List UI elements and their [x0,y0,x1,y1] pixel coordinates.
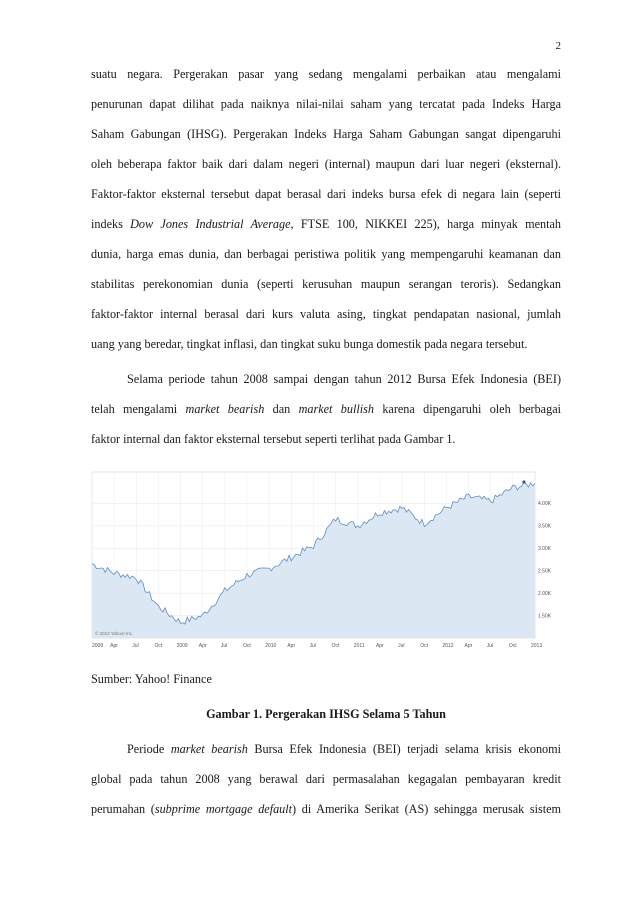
chart-copyright: © 2013 Yahoo! Inc. [95,631,134,636]
paragraph1-line: penurunan dapat dilihat pada naiknya nilai-nilai saham yang tercatat pada Indeks Harga [91,97,561,111]
paragraph-2 [91,364,561,454]
paragraph-3 [91,734,561,824]
paragraph2-line: telah mengalami market bearish dan market bullish karena dipengaruhi oleh berbagai [91,402,561,416]
ihsg-chart-svg [89,468,552,654]
x-tick-label: Jul [309,643,316,649]
x-tick-label: 2011 [353,643,365,649]
paragraph2-line: faktor internal dan faktor eksternal tersebut seperti terlihat pada Gambar 1. [91,432,456,446]
x-tick-label: Apr [464,643,473,649]
paragraph2-line: Selama periode tahun 2008 sampai dengan tahun 2012 Bursa Efek Indonesia (BEI) [127,372,561,386]
paragraph3-line: global pada tahun 2008 yang berawal dari permasalahan kegagalan pembayaran kredit [91,772,561,786]
x-tick-label: Jul [398,643,405,649]
y-tick-label: 3.00K [538,546,552,553]
x-tick-label: Jul [132,643,139,649]
x-tick-label: 2009 [176,643,188,649]
y-tick-label: 1.50K [538,613,552,620]
y-tick-label: 2.50K [538,568,552,575]
paragraph1-line: oleh beberapa faktor baik dari dalam negeri (internal) maupun dari luar negeri (eksternal). [91,157,561,171]
y-tick-label: 2.00K [538,590,552,597]
paragraph3-line: perumahan (subprime mortgage default) di Amerika Serikat (AS) sehingga merusak sistem [91,802,561,816]
x-tick-label: Oct [154,643,163,649]
x-tick-label: Oct [243,643,251,649]
y-tick-label: 3.50K [538,523,552,530]
page-number: 2 [555,40,561,52]
paragraph1-line: indeks Dow Jones Industrial Average, FTSE 100, NIKKEI 225), harga minyak mentah [91,217,561,231]
source-note: Sumber: Yahoo! Finance [91,672,212,686]
x-tick-label: Oct [331,643,340,649]
paragraph1-line: Faktor-faktor eksternal tersebut dapat berasal dari indeks bursa efek di negara lain (seperti [91,187,561,201]
x-tick-label: Jul [220,643,228,649]
last-point-marker [522,480,525,483]
x-tick-label: Apr [198,643,207,649]
x-tick-label: Apr [375,643,384,649]
x-tick-label: 2008 [92,643,104,649]
paragraph3-line: Periode market bearish Bursa Efek Indonesia (BEI) terjadi selama krisis ekonomi [127,742,561,756]
x-tick-label: 2012 [442,643,454,649]
figure-caption: Gambar 1. Pergerakan IHSG Selama 5 Tahun [206,707,446,721]
x-tick-label: Oct [508,643,517,649]
paragraph1-line: stabilitas perekonomian dunia (seperti kerusuhan maupun serangan teroris). Sedangkan [91,277,561,291]
x-tick-label: Oct [420,643,429,649]
ihsg-chart [89,468,552,654]
x-tick-label: Apr [110,643,118,649]
x-tick-label: Jul [486,643,494,649]
paragraph1-line: dunia, harga emas dunia, dan berbagai peristiwa politik yang mempengaruhi keamanan dan [91,247,561,261]
y-tick-label: 4.00K [538,501,552,508]
paragraph1-line: faktor-faktor internal berasal dari kurs valuta asing, tingkat pendapatan nasional, jumlah [91,307,561,321]
x-tick-label: 2010 [265,643,277,649]
x-tick-label: Apr [287,643,296,649]
paragraph1-line: suatu negara. Pergerakan pasar yang sedang mengalami perbaikan atau mengalami [91,67,561,81]
paragraph-1 [91,59,561,359]
x-tick-label: 2013 [531,643,543,649]
paragraph1-line: uang yang beredar, tingkat inflasi, dan tingkat suku bunga domestik pada negara tersebut. [91,337,528,351]
paragraph1-line: Saham Gabungan (IHSG). Pergerakan Indeks Harga Saham Gabungan sangat dipengaruhi [91,127,561,141]
